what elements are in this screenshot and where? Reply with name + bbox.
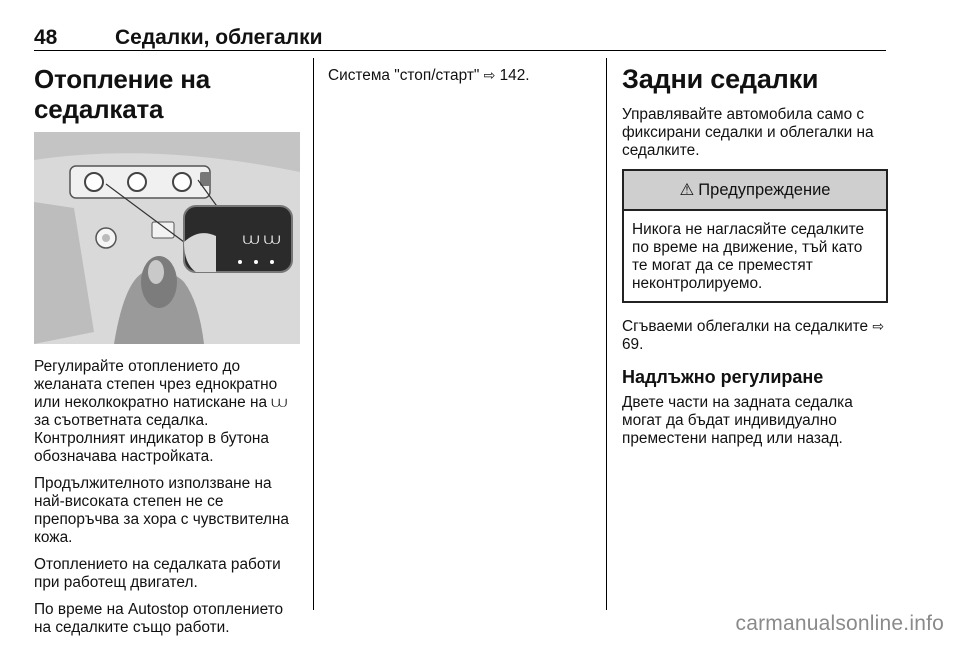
page-reference-icon: ⇨	[483, 67, 496, 83]
console-drawing	[34, 132, 300, 344]
paragraph-rear-seats-intro: Управлявайте автомобила само с фиксирани седалки и облегалки на седалките.	[622, 106, 874, 159]
warning-box	[622, 169, 888, 303]
chapter-title: Седалки, облегалки	[115, 26, 323, 49]
paragraph-autostop: По време на Autostop отоплението на седалките също работи.	[34, 601, 284, 636]
section-heading-rear-seats: Задни седалки	[622, 64, 819, 94]
column-2	[328, 58, 596, 94]
header-divider	[34, 50, 886, 51]
column-divider-2	[606, 58, 607, 610]
warning-triangle-icon: ⚠	[679, 181, 695, 199]
warning-text: Никога не нагласяйте седалките по време на движение, тъй като те могат да се преместят неконтролируемо.	[632, 221, 865, 292]
paragraph-heating-adjust: Регулирайте отоплението до желаната степен чрез еднократно или неколкократно натискане на ⩊ за съответната седалка. Контролният индикатор в бутона обозначава настройката.	[34, 358, 287, 465]
paragraph-stop-start-ref: Система "стоп/старт" ⇨ 142.	[328, 67, 530, 84]
paragraph-sensitive-skin: Продължителното използване на най-високата степен не се препоръчва за хора с чувствителна кожа.	[34, 475, 289, 546]
paragraph-folding-backrests: Сгъваеми облегалки на седалките ⇨ 69.	[622, 318, 885, 353]
warning-title: Предупреждение	[698, 180, 831, 199]
page-header	[34, 26, 886, 52]
watermark: carmanualsonline.info	[735, 612, 944, 635]
column-1	[34, 58, 300, 646]
seat-heating-icon: ⩊	[271, 394, 287, 411]
sub-heading-longitudinal-adjustment: Надлъжно регулиране	[622, 367, 824, 387]
page-reference-icon: ⇨	[872, 318, 885, 334]
seat-heating-illustration	[34, 132, 300, 344]
paragraph-engine-running: Отоплението на седалката работи при работещ двигател.	[34, 556, 281, 591]
column-divider-1	[313, 58, 314, 610]
section-heading-seat-heating: Отопление на седалката	[34, 64, 210, 124]
svg-text:⩊: ⩊	[243, 229, 260, 248]
warning-header	[624, 171, 886, 211]
paragraph-rear-seat-adjustment: Двете части на задната седалка могат да бъдат индивидуално преместени напред или назад.	[622, 394, 853, 447]
svg-text:⩊: ⩊	[264, 229, 281, 248]
column-3	[622, 58, 888, 457]
page-number: 48	[34, 26, 58, 49]
